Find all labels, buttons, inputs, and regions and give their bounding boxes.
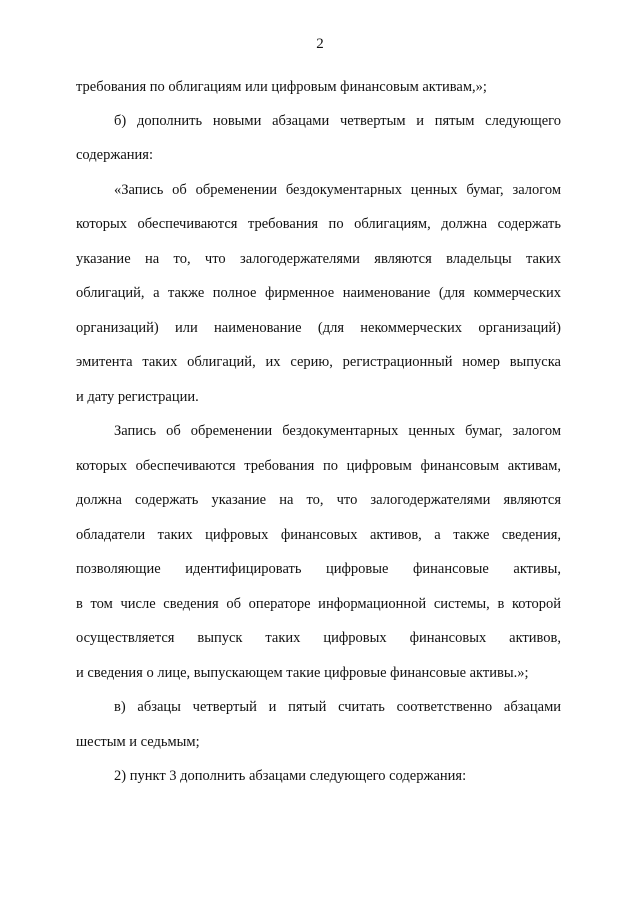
text-line: и дату регистрации. — [76, 389, 199, 405]
text-line: 2) пункт 3 дополнить абзацами следующего содержания: — [114, 768, 467, 784]
text-line: «Запись об обременении бездокументарных ценных бумаг, залогом — [114, 182, 561, 198]
text-line: Запись об обременении бездокументарных ценных бумаг, залогом — [114, 423, 561, 439]
text-line: эмитента таких облигаций, их серию, регистрационный номер выпуска — [76, 354, 561, 370]
text-line: которых обеспечиваются требования по облигациям, должна содержать — [76, 216, 561, 232]
text-line: в) абзацы четвертый и пятый считать соответственно абзацами — [114, 699, 561, 715]
text-line: организаций) или наименование (для некоммерческих организаций) — [76, 320, 561, 336]
page-number: 2 — [316, 36, 324, 52]
text-line: б) дополнить новыми абзацами четвертым и пятым следующего — [114, 113, 561, 129]
text-line: облигаций, а также полное фирменное наименование (для коммерческих — [76, 285, 561, 301]
text-line: и сведения о лице, выпускающем такие цифровые финансовые активы.»; — [76, 665, 529, 681]
text-line: позволяющие идентифицировать цифровые финансовые активы, — [76, 561, 561, 577]
text-line: осуществляется выпуск таких цифровых финансовых активов, — [76, 630, 561, 646]
text-line: содержания: — [76, 147, 154, 163]
text-line: обладатели таких цифровых финансовых активов, а также сведения, — [76, 527, 561, 543]
text-line: указание на то, что залогодержателями являются владельцы таких — [76, 251, 561, 267]
text-line: требования по облигациям или цифровым финансовым активам,»; — [76, 79, 487, 95]
text-line: в том числе сведения об операторе информационной системы, в которой — [76, 596, 561, 612]
text-line: должна содержать указание на то, что залогодержателями являются — [76, 492, 561, 508]
text-line: шестым и седьмым; — [76, 734, 200, 750]
text-line: которых обеспечиваются требования по цифровым финансовым активам, — [76, 458, 561, 474]
